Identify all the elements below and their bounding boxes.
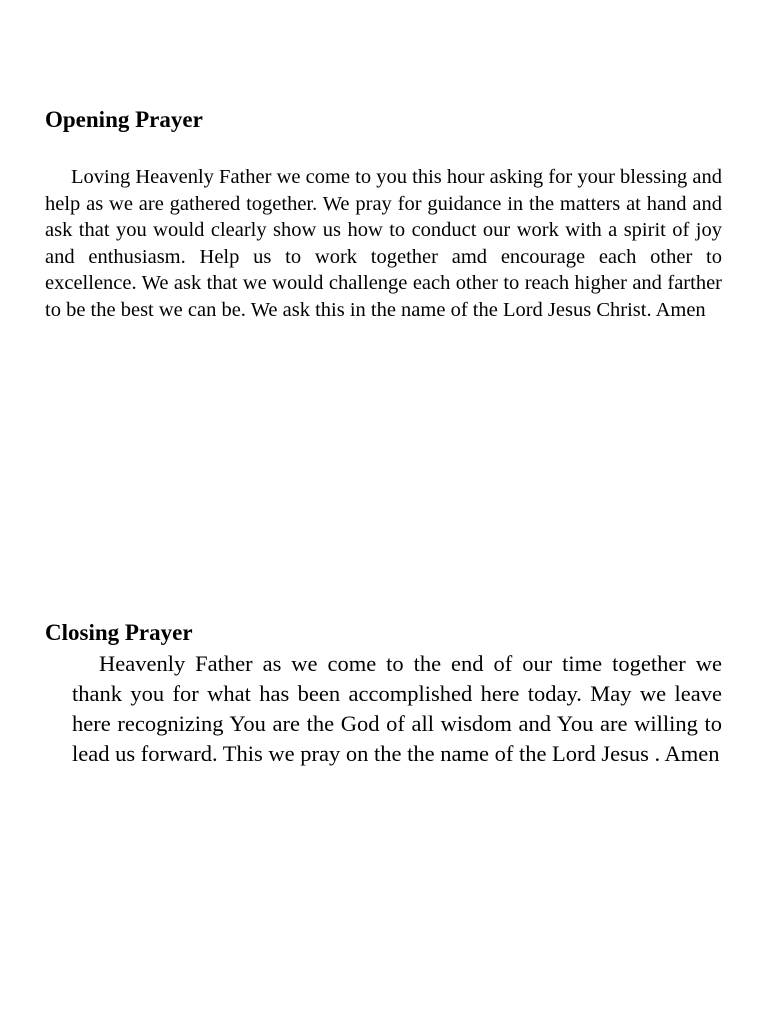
opening-prayer-text: Loving Heavenly Father we come to you this hour asking for your blessing and help as we are gathered together. We pray for guidance in the matters at hand and ask that you would clearly show us how to conduct our work with a spirit of joy and enthusiasm. Help us to work together amd encourage each other to excellence. We ask that we would challenge each other to reach higher and farther to be the best we can be. We ask this in the name of the Lord Jesus Christ. Amen <box>45 166 722 321</box>
opening-prayer-heading: Opening Prayer <box>45 107 203 132</box>
closing-prayer-text: Heavenly Father as we come to the end of our time together we thank you for what has been accomplished here today. May we leave here recognizing You are the God of all wisdom and You are willing to lead us forward. This we pray on the the name of the Lord Jesus . Amen <box>72 651 722 766</box>
closing-prayer-heading: Closing Prayer <box>45 620 193 645</box>
